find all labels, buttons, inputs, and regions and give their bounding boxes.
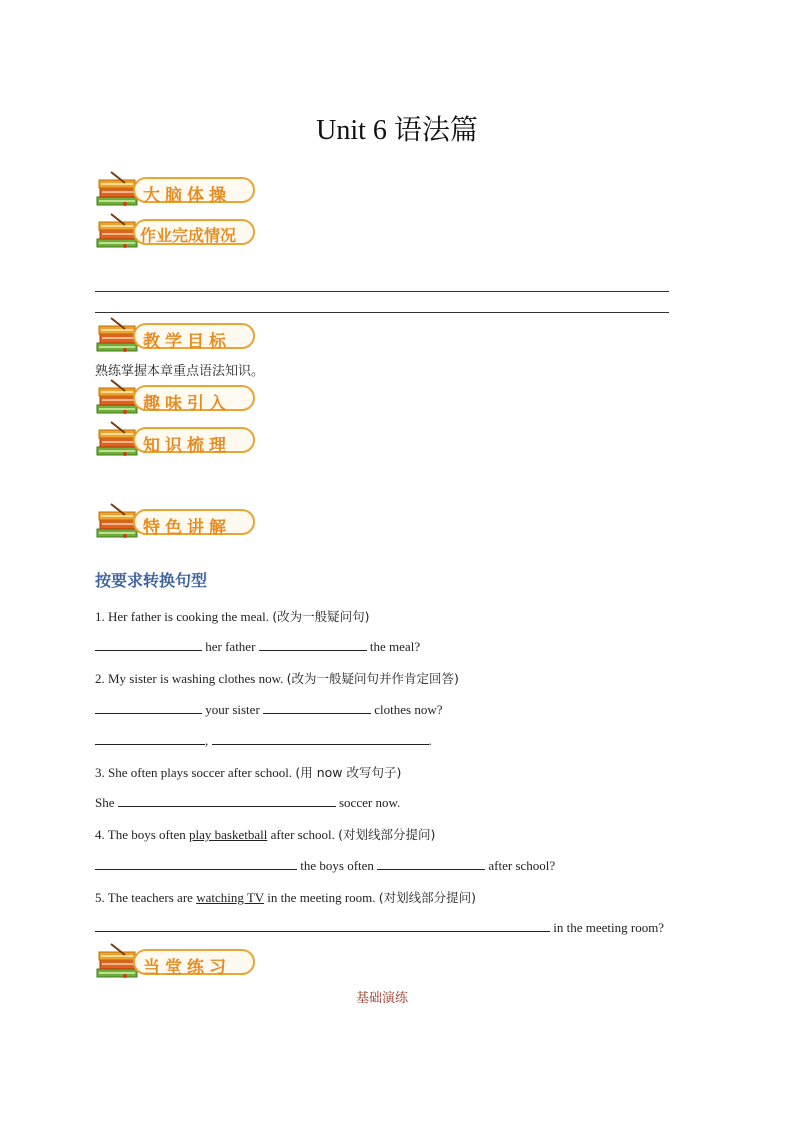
- banner-label: 当堂练习: [143, 958, 231, 978]
- answer-1: [95, 638, 420, 655]
- answer-text: .: [428, 733, 432, 748]
- underlined-phrase: watching TV: [196, 890, 264, 905]
- question-stem: 1. Her father is cooking the meal.: [95, 609, 269, 624]
- question-stem: in the meeting room.: [263, 890, 376, 905]
- question-stem: 4. The boys often: [95, 827, 189, 842]
- question-stem: after school.: [267, 827, 335, 842]
- banner-label: 作业完成情况: [140, 226, 237, 245]
- banner-knowledge-review: [95, 421, 260, 459]
- answer-blank[interactable]: [95, 857, 297, 870]
- question-instruction: (对划线部分提问): [338, 827, 436, 842]
- answer-text: the meal?: [366, 639, 421, 654]
- banner-label: 趣味引入: [143, 394, 231, 414]
- banner-label: 特色讲解: [143, 518, 231, 538]
- answer-4: [95, 857, 555, 874]
- answer-text: her father: [202, 639, 259, 654]
- answer-blank[interactable]: [118, 794, 336, 807]
- objective-text: 熟练掌握本章重点语法知识。: [95, 364, 265, 379]
- banner-label: 知识梳理: [143, 436, 231, 456]
- banner-fun-intro: [95, 379, 260, 417]
- banner-plate: [133, 177, 255, 206]
- answer-text: She: [95, 795, 118, 810]
- answer-blank[interactable]: [95, 732, 205, 745]
- answer-text: your sister: [202, 702, 264, 717]
- banner-feature-explain: [95, 503, 260, 541]
- banner-plate: [133, 509, 255, 538]
- section-heading: 按要求转换句型: [95, 571, 208, 590]
- answer-2a: [95, 701, 443, 718]
- answer-text: in the meeting room?: [550, 920, 665, 935]
- question-stem: 5. The teachers are: [95, 890, 197, 905]
- answer-blank[interactable]: [95, 701, 202, 714]
- question-instruction: (用 now 改写句子): [295, 765, 402, 780]
- question-3: [95, 763, 401, 781]
- banner-plate: [133, 949, 255, 978]
- banner-homework-status: [95, 213, 260, 251]
- banner-teaching-goals: [95, 317, 260, 355]
- banner-plate: [133, 323, 255, 352]
- answer-text: soccer now.: [335, 795, 401, 810]
- banner-plate: [133, 427, 255, 456]
- question-instruction: (改为一般疑问句并作肯定回答): [286, 671, 459, 686]
- answer-text: clothes now?: [371, 702, 443, 717]
- banner-plate: [133, 385, 255, 414]
- page-title: Unit 6 语法篇: [316, 115, 478, 146]
- answer-text: after school?: [485, 858, 556, 873]
- question-instruction: (对划线部分提问): [378, 890, 477, 905]
- banner-plate: [133, 219, 255, 245]
- banner-brain-exercise: [95, 171, 260, 209]
- question-5: [95, 888, 476, 906]
- answer-blank[interactable]: [212, 732, 429, 745]
- banner-label: 教学目标: [143, 332, 231, 352]
- question-4: [95, 825, 435, 843]
- answer-text: ,: [205, 733, 212, 748]
- question-stem: 3. She often plays soccer after school.: [95, 765, 293, 780]
- answer-3: [95, 794, 400, 811]
- question-1: [95, 607, 370, 625]
- answer-blank[interactable]: [377, 857, 485, 870]
- answer-blank[interactable]: [95, 638, 202, 651]
- banner-label: 大脑体操: [143, 186, 231, 206]
- answer-text: the boys often: [297, 858, 378, 873]
- banner-class-practice: [95, 943, 260, 981]
- answer-5: [95, 919, 664, 936]
- answer-line: [95, 291, 669, 292]
- answer-blank[interactable]: [95, 919, 550, 932]
- answer-blank[interactable]: [259, 638, 367, 651]
- question-2: [95, 669, 459, 687]
- question-stem: 2. My sister is washing clothes now.: [95, 671, 284, 686]
- answer-line: [95, 312, 669, 313]
- question-instruction: (改为一般疑问句): [272, 609, 370, 624]
- subsection-label: 基础演练: [355, 991, 408, 1006]
- answer-2b: [95, 732, 432, 749]
- underlined-phrase: play basketball: [189, 827, 268, 842]
- answer-blank[interactable]: [263, 701, 371, 714]
